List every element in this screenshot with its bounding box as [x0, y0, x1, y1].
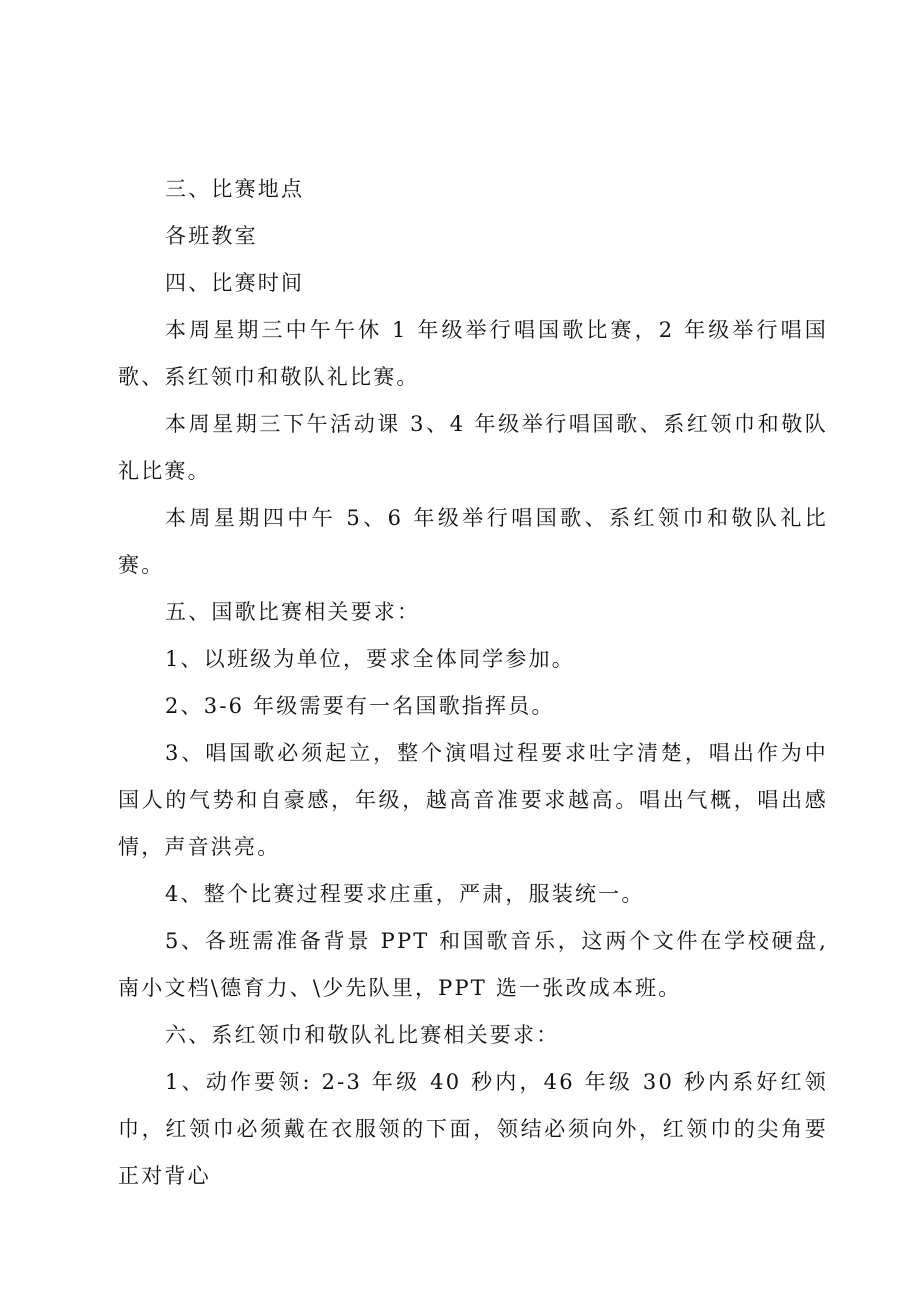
venue-text: 各班教室	[165, 224, 258, 248]
document-body	[118, 166, 828, 1200]
anthem-requirement-2: 2、3-6 年级需要有一名国歌指挥员。	[165, 694, 555, 718]
anthem-requirement-1: 1、以班级为单位，要求全体同学参加。	[165, 647, 575, 671]
section-heading-time: 四、比赛时间	[165, 271, 305, 295]
schedule-paragraph-3: 本周星期四中午 5、6 年级举行唱国歌、系红领巾和敬队礼比赛。	[118, 506, 828, 577]
section-heading-venue: 三、比赛地点	[165, 177, 305, 201]
scarf-requirement-1: 1、动作要领: 2-3 年级 40 秒内，46 年级 30 秒内系好红领巾，红领巾必须戴在衣服领的下面，领结必须向外，红领巾的尖角要正对背心	[118, 1070, 828, 1188]
section-heading-scarf-salute-requirements: 六、系红领巾和敬队礼比赛相关要求：	[165, 1023, 560, 1047]
schedule-paragraph-1: 本周星期三中午午休 1 年级举行唱国歌比赛，2 年级举行唱国歌、系红领巾和敬队礼比赛。	[118, 318, 828, 389]
schedule-paragraph-2: 本周星期三下午活动课 3、4 年级举行唱国歌、系红领巾和敬队礼比赛。	[118, 412, 828, 483]
anthem-requirement-3: 3、唱国歌必须起立，整个演唱过程要求吐字清楚，唱出作为中国人的气势和自豪感，年级，越高音准要求越高。唱出气概，唱出感情，声音洪亮。	[118, 741, 828, 859]
section-heading-anthem-requirements: 五、国歌比赛相关要求：	[165, 600, 421, 624]
anthem-requirement-4: 4、整个比赛过程要求庄重，严肃，服装统一。	[165, 882, 645, 906]
anthem-requirement-5: 5、各班需准备背景 PPT 和国歌音乐，这两个文件在学校硬盘,南小文档\德育力、\少先队里，PPT 选一张改成本班。	[118, 929, 828, 1000]
